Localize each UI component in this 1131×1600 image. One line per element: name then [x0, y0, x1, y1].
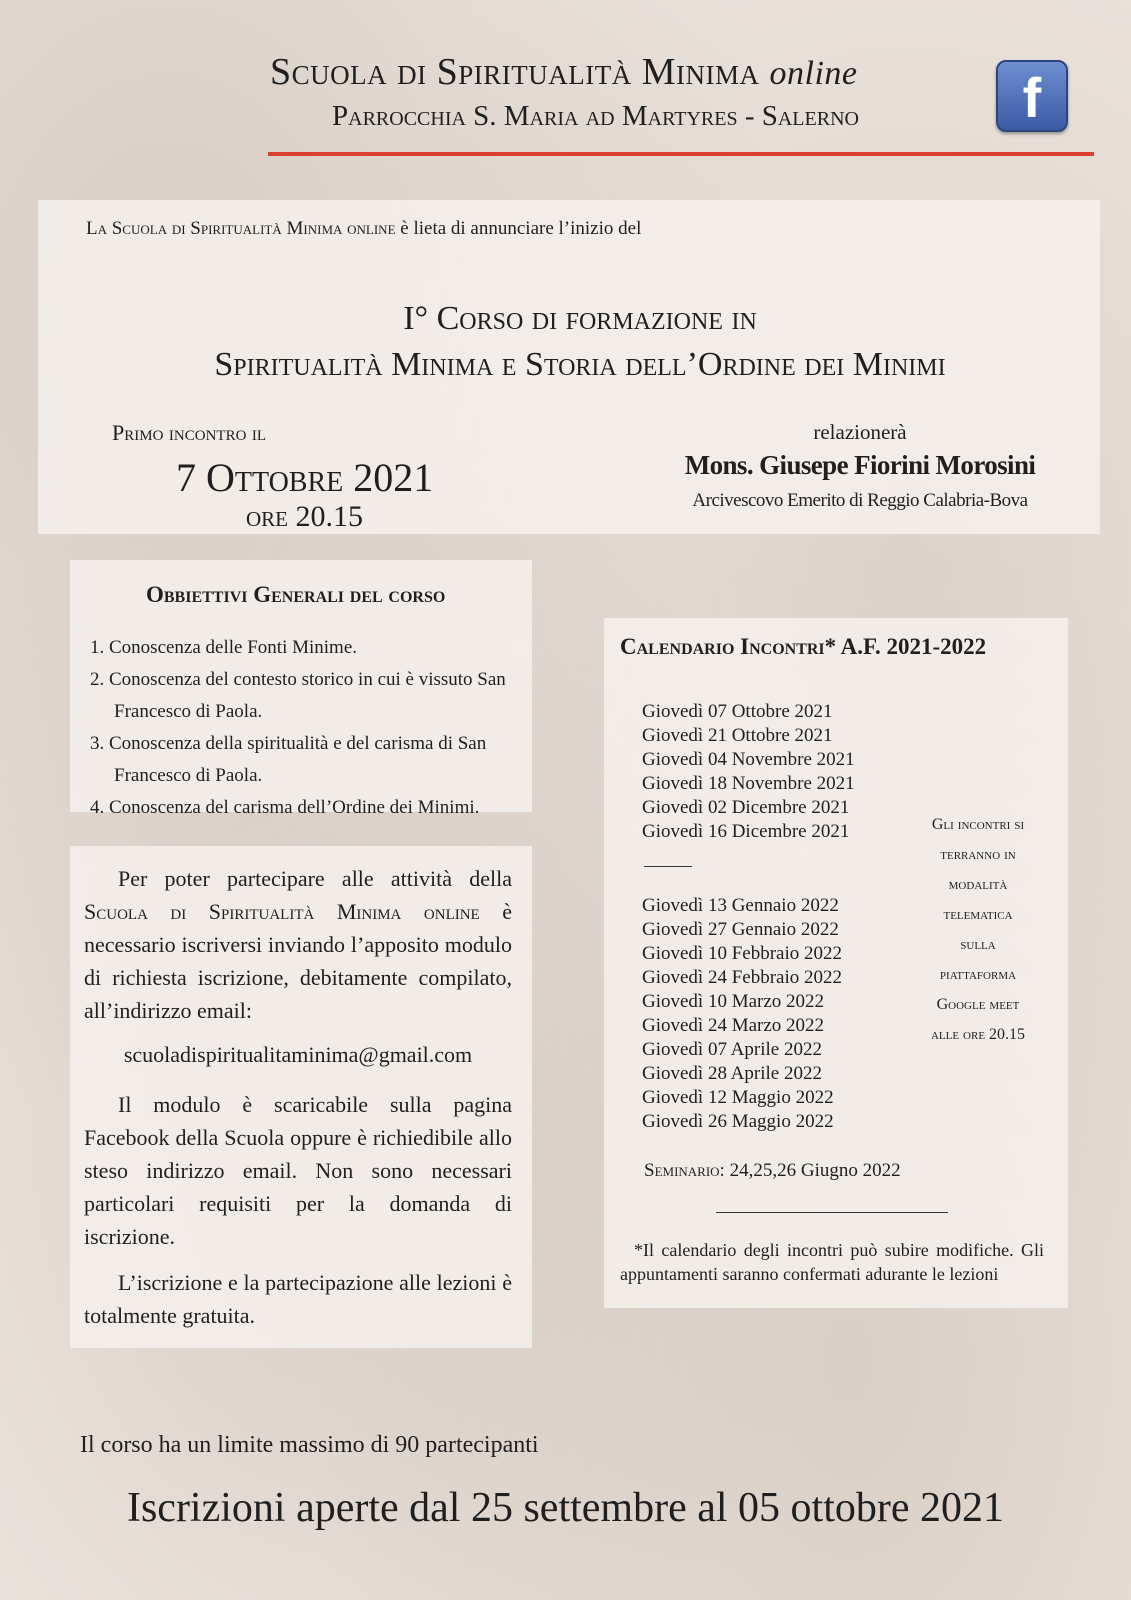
- list-item: 4. Conoscenza del carisma dell’Ordine dei Minimi.: [90, 797, 480, 818]
- enrollment-paragraph-3: L’iscrizione e la partecipazione alle lezioni è totalmente gratuita.: [84, 1270, 512, 1328]
- side-note-line: sulla: [960, 936, 996, 953]
- list-item: Giovedì 02 Dicembre 2021: [642, 797, 850, 818]
- calendar-note-divider: [716, 1212, 948, 1213]
- header-divider: [268, 152, 1094, 156]
- list-item: Giovedì 07 Ottobre 2021: [642, 701, 833, 722]
- side-note-line: modalità: [948, 876, 1008, 893]
- school-title-text: Scuola di Spiritualità Minima: [270, 51, 760, 93]
- list-item: Giovedì 18 Novembre 2021: [642, 773, 855, 794]
- seminar-label: Seminario:: [644, 1160, 725, 1181]
- list-item: Giovedì 04 Novembre 2021: [642, 749, 855, 770]
- participant-limit: Il corso ha un limite massimo di 90 partecipanti: [80, 1432, 539, 1458]
- parish-subtitle: Parrocchia S. Maria ad Martyres - Salerno: [332, 100, 859, 132]
- intro-text: è lieta di annunciare l’inizio del: [400, 218, 642, 239]
- side-note-line: alle ore 20.15: [930, 1026, 1026, 1043]
- calendar-list-2021: [642, 700, 902, 844]
- enrollment-p1-after: è necessario iscriversi inviando l’apposito modulo di richiesta iscrizione, debitamente compilato, all’indirizzo email:: [84, 899, 512, 1023]
- first-meeting-time: ore 20.15: [246, 500, 363, 533]
- intro-line: [86, 218, 641, 240]
- list-item: 3. Conoscenza della spiritualità e del carisma di San Francesco di Paola.: [90, 733, 487, 786]
- course-title-line1: I° Corso di formazione in: [403, 300, 757, 337]
- list-item: Giovedì 10 Marzo 2022: [642, 991, 825, 1012]
- seminar-line: [644, 1160, 901, 1182]
- speaker-label: relazionerà: [813, 420, 907, 444]
- side-note-line: Gli incontri si: [931, 816, 1025, 833]
- speaker-name: Mons. Giusepe Fiorini Morosini: [684, 450, 1036, 480]
- list-item: 1. Conoscenza delle Fonti Minime.: [90, 637, 358, 658]
- objectives-title: Obbiettivi Generali del corso: [146, 582, 446, 607]
- list-item: Giovedì 10 Febbraio 2022: [642, 943, 843, 964]
- list-item: Giovedì 27 Gennaio 2022: [642, 919, 839, 940]
- seminar-dates: 24,25,26 Giugno 2022: [729, 1160, 901, 1181]
- list-item: Giovedì 24 Marzo 2022: [642, 1015, 825, 1036]
- enrollment-paragraph-1: [84, 862, 512, 1027]
- list-item: Giovedì 21 Ottobre 2021: [642, 725, 833, 746]
- list-item: Giovedì 28 Aprile 2022: [642, 1063, 822, 1084]
- school-title: [270, 50, 858, 94]
- list-item: Giovedì 26 Maggio 2022: [642, 1111, 834, 1132]
- school-title-online: online: [769, 55, 858, 92]
- calendar-list-2022: [642, 894, 902, 1134]
- enrollment-paragraph-2: Il modulo è scaricabile sulla pagina Facebook della Scuola oppure è richiedibile allo steso indirizzo email. Non sono necessari particolari requisiti per la domanda di iscrizione.: [84, 1092, 512, 1249]
- side-note-line: terranno in: [940, 846, 1016, 863]
- objectives-list: [90, 632, 520, 824]
- list-item: 2. Conoscenza del contesto storico in cui è vissuto San Francesco di Paola.: [90, 669, 506, 722]
- calendar-disclaimer: *Il calendario degli incontri può subire modifiche. Gli appuntamenti saranno confermati adurante le lezioni: [620, 1240, 1044, 1284]
- enrollment-p1-before: Per poter partecipare alle attività della: [118, 866, 512, 891]
- calendar-separator: [644, 866, 692, 867]
- facebook-icon[interactable]: f: [996, 60, 1068, 132]
- course-title-line2: Spiritualità Minima e Storia dell’Ordine dei Minimi: [214, 346, 946, 383]
- first-meeting-date: 7 Ottobre 2021: [176, 455, 434, 500]
- list-item: Giovedì 12 Maggio 2022: [642, 1087, 834, 1108]
- calendar-title: Calendario Incontri* A.F. 2021-2022: [620, 634, 987, 659]
- online-mode-note: [904, 810, 1052, 1050]
- side-note-line: telematica: [943, 906, 1013, 923]
- intro-school-name: La Scuola di Spiritualità Minima online: [86, 218, 396, 239]
- list-item: Giovedì 13 Gennaio 2022: [642, 895, 839, 916]
- list-item: Giovedì 16 Dicembre 2021: [642, 821, 850, 842]
- list-item: Giovedì 24 Febbraio 2022: [642, 967, 843, 988]
- enrollment-p1-school: Scuola di Spiritualità Minima online: [84, 899, 480, 924]
- side-note-line: piattaforma: [939, 966, 1017, 983]
- list-item: Giovedì 07 Aprile 2022: [642, 1039, 822, 1060]
- first-meeting-label: Primo incontro il: [112, 420, 267, 445]
- email-address[interactable]: scuoladispiritualitaminima@gmail.com: [123, 1042, 473, 1067]
- registration-period: Iscrizioni aperte dal 25 settembre al 05 ottobre 2021: [126, 1485, 1005, 1531]
- course-title: [40, 296, 1120, 388]
- speaker-role: Arcivescovo Emerito di Reggio Calabria-Bova: [692, 490, 1028, 511]
- side-note-line: Google meet: [936, 996, 1020, 1013]
